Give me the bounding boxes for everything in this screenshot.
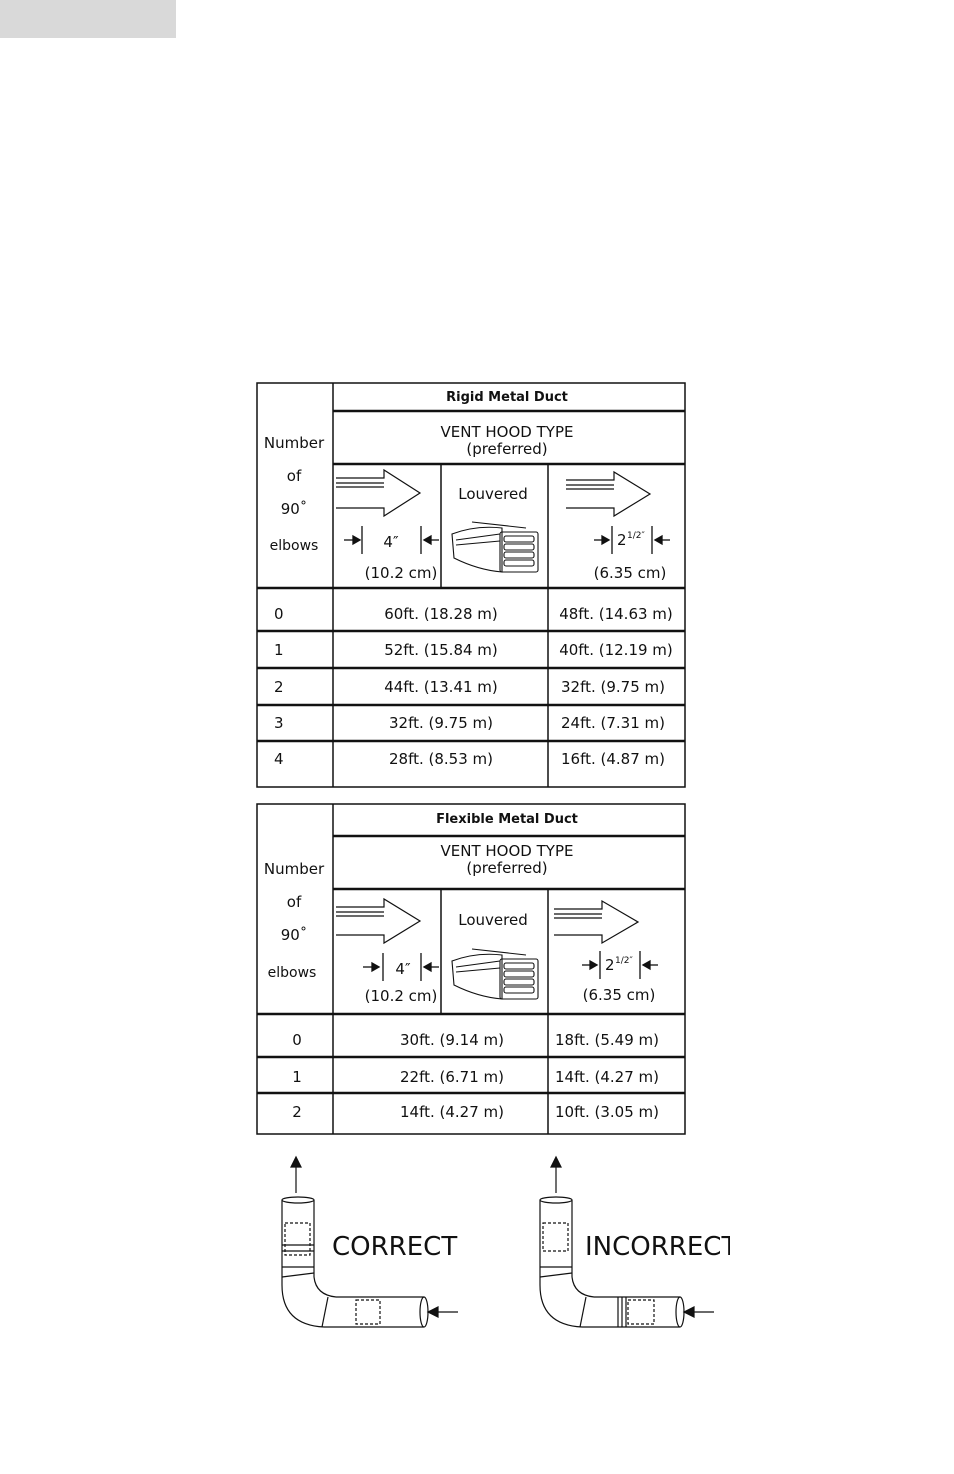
max-length-cell: 44ft. (13.41 m) <box>384 678 498 696</box>
hood-2half-size-whole: 2 <box>617 531 627 549</box>
max-length-cell: 16ft. (4.87 m) <box>560 750 666 768</box>
corner-tab <box>0 0 176 38</box>
max-length-cell: 10ft. (3.05 m) <box>555 1103 660 1121</box>
row-header-of: of <box>286 893 302 911</box>
max-length-cell: 30ft. (9.14 m) <box>399 1031 505 1049</box>
hood-4in-size: 4″ <box>383 533 399 551</box>
hood-2half-size-fraction: 1/2″ <box>627 531 645 541</box>
hood-2half-metric: (6.35 cm) <box>593 564 667 582</box>
hood-4in-metric: (10.2 cm) <box>364 987 438 1005</box>
preferred-label: (preferred) <box>466 859 548 877</box>
row-header-degrees: 90˚ <box>280 926 308 944</box>
incorrect-elbow-figure <box>530 1155 730 1339</box>
table-row <box>274 641 673 659</box>
louvered-label: Louvered <box>458 911 528 929</box>
correct-elbow-figure <box>266 1155 476 1339</box>
hood-2half-size-fraction: 1/2″ <box>615 956 633 966</box>
max-length-cell: 48ft. (14.63 m) <box>559 605 673 623</box>
max-length-cell: 14ft. (4.27 m) <box>399 1103 505 1121</box>
rigid-duct-table <box>256 382 686 788</box>
row-header-number: Number <box>263 860 325 878</box>
hood-4in-metric: (10.2 cm) <box>364 564 438 582</box>
vent-hood-type-label: VENT HOOD TYPE <box>440 423 574 441</box>
hood-4in-size: 4″ <box>395 960 411 978</box>
max-length-cell: 28ft. (8.53 m) <box>388 750 494 768</box>
max-length-cell: 60ft. (18.28 m) <box>384 605 498 623</box>
max-length-cell: 32ft. (9.75 m) <box>560 678 666 696</box>
hood-2half-metric: (6.35 cm) <box>582 986 656 1004</box>
elbow-count: 2 <box>274 678 284 696</box>
rigid-duct-table-grid <box>256 382 686 788</box>
flexible-duct-table <box>256 803 686 1135</box>
table-row <box>292 1031 659 1049</box>
elbow-count: 2 <box>292 1103 302 1121</box>
incorrect-elbow-diagram <box>530 1155 730 1335</box>
table-title: Rigid Metal Duct <box>446 390 568 405</box>
table-row <box>292 1068 659 1086</box>
row-header-elbows: elbows <box>267 965 317 981</box>
elbow-count: 1 <box>274 641 284 659</box>
max-length-cell: 40ft. (12.19 m) <box>559 641 673 659</box>
row-header-of: of <box>286 467 302 485</box>
max-length-cell: 32ft. (9.75 m) <box>388 714 494 732</box>
max-length-cell: 18ft. (5.49 m) <box>555 1031 660 1049</box>
vent-hood-4in-icon <box>336 470 420 516</box>
table-row <box>274 605 673 623</box>
table-row <box>292 1103 659 1121</box>
preferred-label: (preferred) <box>466 440 548 458</box>
vent-hood-2half-icon <box>566 472 650 516</box>
hood-2half-size-whole: 2 <box>605 956 615 974</box>
elbow-count: 0 <box>292 1031 302 1049</box>
flexible-duct-table-grid <box>256 803 686 1135</box>
elbow-count: 0 <box>274 605 284 623</box>
table-title: Flexible Metal Duct <box>436 812 578 827</box>
louvered-hood-icon <box>452 522 538 572</box>
elbow-count: 3 <box>274 714 284 732</box>
correct-elbow-diagram <box>266 1155 476 1335</box>
correct-label: CORRECT <box>332 1232 458 1262</box>
max-length-cell: 24ft. (7.31 m) <box>560 714 666 732</box>
vent-hood-type-label: VENT HOOD TYPE <box>440 842 574 860</box>
elbow-count: 1 <box>292 1068 302 1086</box>
max-length-cell: 14ft. (4.27 m) <box>555 1068 660 1086</box>
incorrect-label: INCORRECT <box>585 1232 730 1262</box>
louvered-hood-icon <box>452 949 538 999</box>
vent-hood-2half-icon <box>554 901 638 943</box>
louvered-label: Louvered <box>458 485 528 503</box>
row-header-elbows: elbows <box>269 538 319 554</box>
vent-hood-4in-icon <box>336 899 420 943</box>
max-length-cell: 22ft. (6.71 m) <box>399 1068 505 1086</box>
max-length-cell: 52ft. (15.84 m) <box>384 641 498 659</box>
row-header-number: Number <box>263 434 325 452</box>
elbow-count: 4 <box>274 750 284 768</box>
row-header-degrees: 90˚ <box>280 500 308 518</box>
